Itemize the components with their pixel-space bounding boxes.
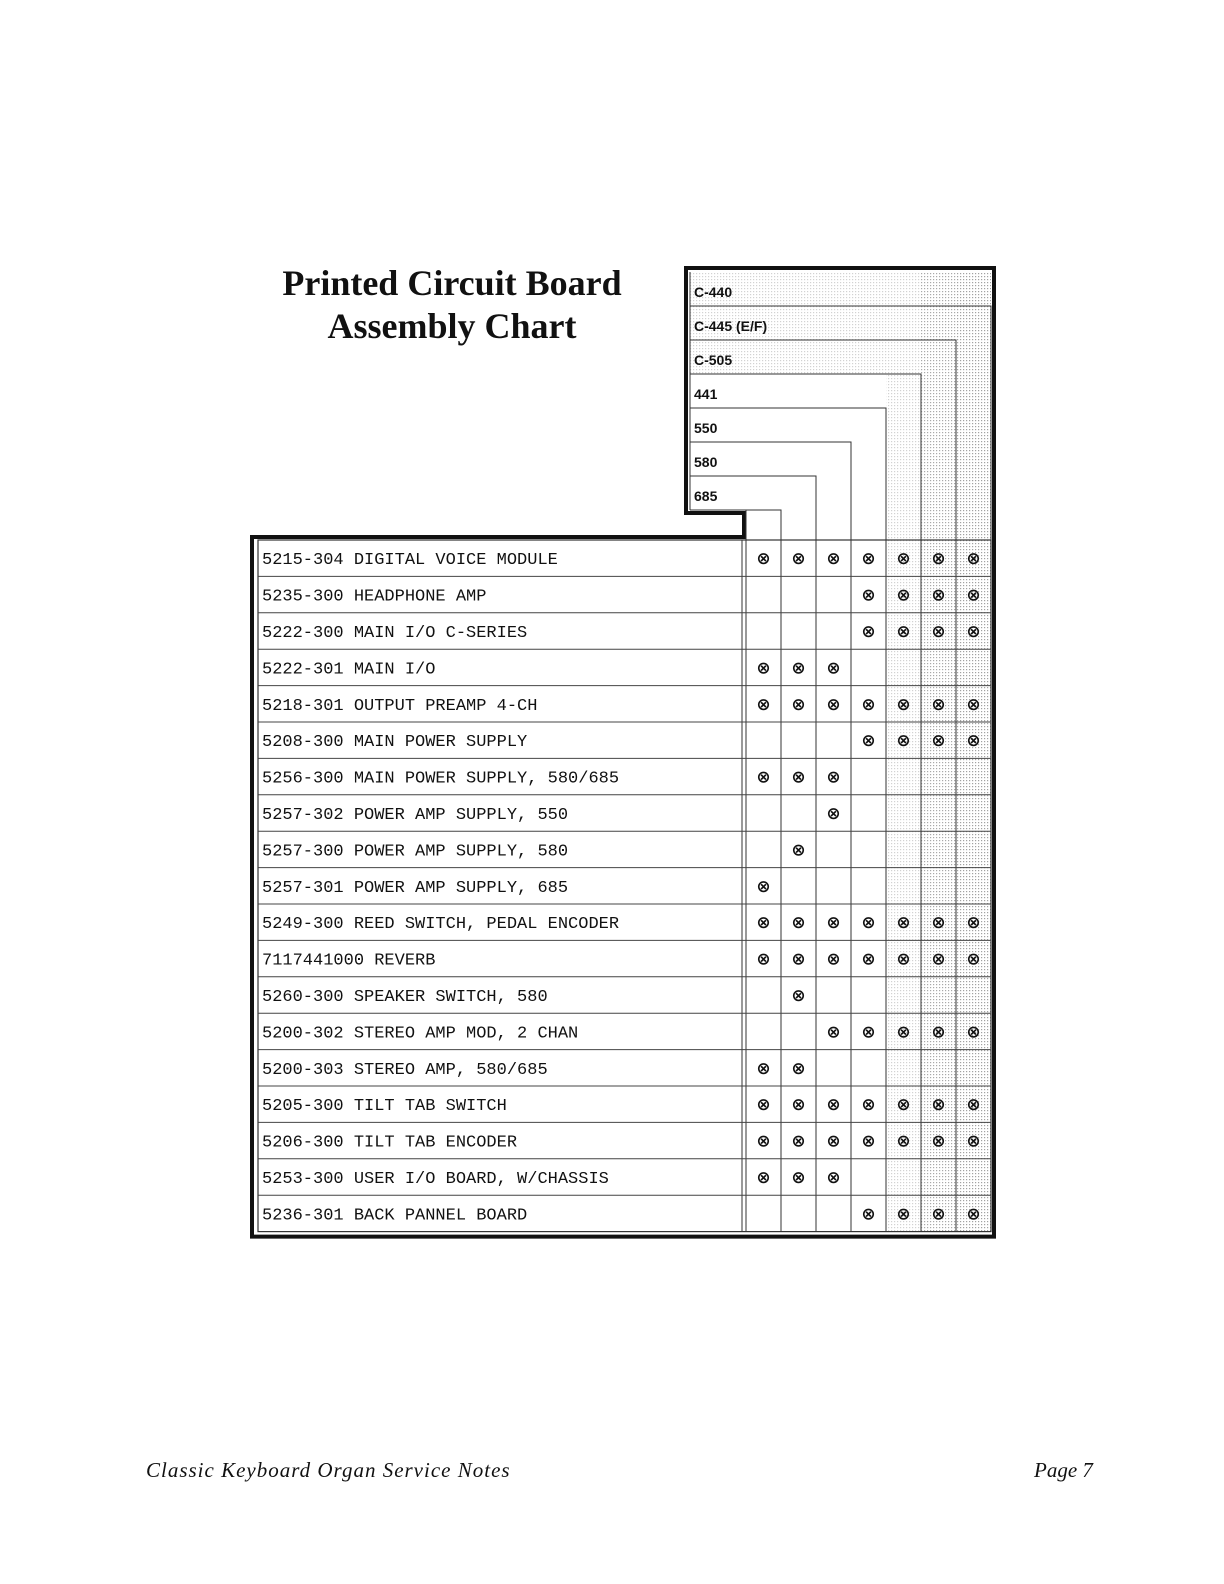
part-label: 5257-301 POWER AMP SUPPLY, 685 bbox=[262, 878, 569, 898]
fit-mark: ⊗ bbox=[756, 1131, 771, 1152]
part-label: 5253-300 USER I/O BOARD, W/CHASSIS bbox=[262, 1170, 609, 1189]
part-label: 5215-304 DIGITAL VOICE MODULE bbox=[262, 551, 558, 571]
fit-mark: ⊗ bbox=[861, 585, 876, 606]
part-label: 5235-300 HEADPHONE AMP bbox=[262, 587, 487, 607]
fit-mark: ⊗ bbox=[896, 694, 911, 715]
fit-mark: ⊗ bbox=[826, 949, 841, 970]
fit-mark: ⊗ bbox=[861, 622, 876, 642]
fit-mark: ⊗ bbox=[896, 1131, 911, 1152]
fit-mark: ⊗ bbox=[826, 1168, 841, 1188]
fit-mark: ⊗ bbox=[756, 876, 771, 897]
fit-mark: ⊗ bbox=[826, 1022, 841, 1043]
fit-mark: ⊗ bbox=[861, 949, 876, 970]
part-label: 5256-300 MAIN POWER SUPPLY, 580/685 bbox=[262, 769, 620, 789]
model-header-6: C-440 bbox=[694, 284, 733, 300]
fit-mark: ⊗ bbox=[966, 1131, 981, 1152]
fit-mark: ⊗ bbox=[756, 767, 771, 788]
fit-mark: ⊗ bbox=[861, 1022, 876, 1043]
fit-mark: ⊗ bbox=[896, 1022, 911, 1043]
fit-mark: ⊗ bbox=[931, 1204, 946, 1225]
part-label: 5257-300 POWER AMP SUPPLY, 580 bbox=[262, 842, 569, 862]
fit-mark: ⊗ bbox=[896, 585, 911, 606]
fit-mark: ⊗ bbox=[791, 1095, 806, 1116]
fit-mark: ⊗ bbox=[966, 622, 981, 642]
chart-outer-border bbox=[252, 268, 994, 1237]
fit-mark: ⊗ bbox=[791, 694, 806, 715]
fit-mark: ⊗ bbox=[861, 913, 876, 934]
fit-mark: ⊗ bbox=[791, 1168, 806, 1188]
part-label: 5257-302 POWER AMP SUPPLY, 550 bbox=[262, 806, 569, 825]
part-label: 7117441000 REVERB bbox=[262, 951, 436, 971]
part-label: 5200-303 STEREO AMP, 580/685 bbox=[262, 1060, 548, 1080]
fit-mark: ⊗ bbox=[931, 913, 946, 934]
fit-mark: ⊗ bbox=[966, 549, 981, 570]
fit-mark: ⊗ bbox=[861, 731, 876, 752]
model-header-4: C-505 bbox=[694, 352, 733, 368]
model-header-2: 550 bbox=[694, 420, 718, 436]
fit-mark: ⊗ bbox=[966, 1095, 981, 1116]
fit-mark: ⊗ bbox=[931, 731, 946, 752]
footer-publication-title: Classic Keyboard Organ Service Notes bbox=[146, 1458, 511, 1482]
fit-mark: ⊗ bbox=[896, 731, 911, 752]
footer-page-number: Page 7 bbox=[1034, 1458, 1093, 1482]
fit-mark: ⊗ bbox=[896, 1095, 911, 1116]
fit-mark: ⊗ bbox=[791, 1131, 806, 1152]
fit-mark: ⊗ bbox=[896, 1204, 911, 1225]
fit-mark: ⊗ bbox=[896, 549, 911, 570]
fit-mark: ⊗ bbox=[826, 767, 841, 788]
fit-mark: ⊗ bbox=[966, 1022, 981, 1043]
fit-mark: ⊗ bbox=[826, 549, 841, 570]
fit-mark: ⊗ bbox=[861, 1204, 876, 1225]
fit-mark: ⊗ bbox=[931, 585, 946, 606]
fit-mark: ⊗ bbox=[931, 549, 946, 570]
fit-mark: ⊗ bbox=[931, 622, 946, 642]
fit-mark: ⊗ bbox=[791, 949, 806, 970]
fit-mark: ⊗ bbox=[861, 549, 876, 570]
fit-mark: ⊗ bbox=[966, 913, 981, 934]
fit-mark: ⊗ bbox=[791, 767, 806, 788]
fit-mark: ⊗ bbox=[966, 694, 981, 715]
fit-mark: ⊗ bbox=[966, 949, 981, 970]
fit-mark: ⊗ bbox=[931, 1131, 946, 1152]
fit-mark: ⊗ bbox=[756, 1058, 771, 1079]
fit-mark: ⊗ bbox=[756, 1168, 771, 1188]
title-line-1: Printed Circuit Board bbox=[282, 263, 622, 303]
fit-mark: ⊗ bbox=[826, 658, 841, 679]
fit-mark: ⊗ bbox=[966, 731, 981, 752]
fit-mark: ⊗ bbox=[756, 1095, 771, 1116]
fit-mark: ⊗ bbox=[896, 622, 911, 642]
title-line-2: Assembly Chart bbox=[327, 306, 577, 346]
part-label: 5218-301 OUTPUT PREAMP 4-CH bbox=[262, 696, 538, 716]
fit-mark: ⊗ bbox=[791, 549, 806, 570]
fit-mark: ⊗ bbox=[756, 658, 771, 679]
fit-mark: ⊗ bbox=[931, 1095, 946, 1116]
fit-mark: ⊗ bbox=[826, 694, 841, 715]
part-label: 5206-300 TILT TAB ENCODER bbox=[262, 1133, 518, 1153]
part-label: 5208-300 MAIN POWER SUPPLY bbox=[262, 733, 528, 753]
fit-mark: ⊗ bbox=[896, 913, 911, 934]
fit-mark: ⊗ bbox=[826, 1095, 841, 1116]
model-header-5: C-445 (E/F) bbox=[694, 318, 768, 334]
fit-mark: ⊗ bbox=[756, 549, 771, 570]
model-header-0: 685 bbox=[694, 488, 718, 504]
part-label: 5200-302 STEREO AMP MOD, 2 CHAN bbox=[262, 1024, 579, 1044]
part-label: 5260-300 SPEAKER SWITCH, 580 bbox=[262, 988, 548, 1007]
fit-mark: ⊗ bbox=[826, 1131, 841, 1152]
model-header-1: 580 bbox=[694, 454, 718, 470]
part-label: 5222-300 MAIN I/O C-SERIES bbox=[262, 624, 528, 643]
part-label: 5249-300 REED SWITCH, PEDAL ENCODER bbox=[262, 915, 620, 935]
fit-mark: ⊗ bbox=[931, 949, 946, 970]
model-header-3: 441 bbox=[694, 386, 718, 402]
fit-mark: ⊗ bbox=[826, 913, 841, 934]
fit-mark: ⊗ bbox=[791, 1058, 806, 1079]
fit-mark: ⊗ bbox=[791, 840, 806, 861]
part-label: 5236-301 BACK PANNEL BOARD bbox=[262, 1206, 528, 1226]
fit-mark: ⊗ bbox=[861, 694, 876, 715]
part-label: 5222-301 MAIN I/O bbox=[262, 660, 436, 680]
fit-mark: ⊗ bbox=[931, 694, 946, 715]
part-label: 5205-300 TILT TAB SWITCH bbox=[262, 1097, 507, 1117]
fit-mark: ⊗ bbox=[791, 913, 806, 934]
fit-mark: ⊗ bbox=[861, 1095, 876, 1116]
fit-mark: ⊗ bbox=[896, 949, 911, 970]
fit-mark: ⊗ bbox=[931, 1022, 946, 1043]
fit-mark: ⊗ bbox=[756, 949, 771, 970]
fit-mark: ⊗ bbox=[826, 804, 841, 824]
fit-mark: ⊗ bbox=[966, 585, 981, 606]
fit-mark: ⊗ bbox=[791, 658, 806, 679]
fit-mark: ⊗ bbox=[966, 1204, 981, 1225]
fit-mark: ⊗ bbox=[756, 913, 771, 934]
fit-mark: ⊗ bbox=[756, 694, 771, 715]
fit-mark: ⊗ bbox=[861, 1131, 876, 1152]
fit-mark: ⊗ bbox=[791, 986, 806, 1006]
